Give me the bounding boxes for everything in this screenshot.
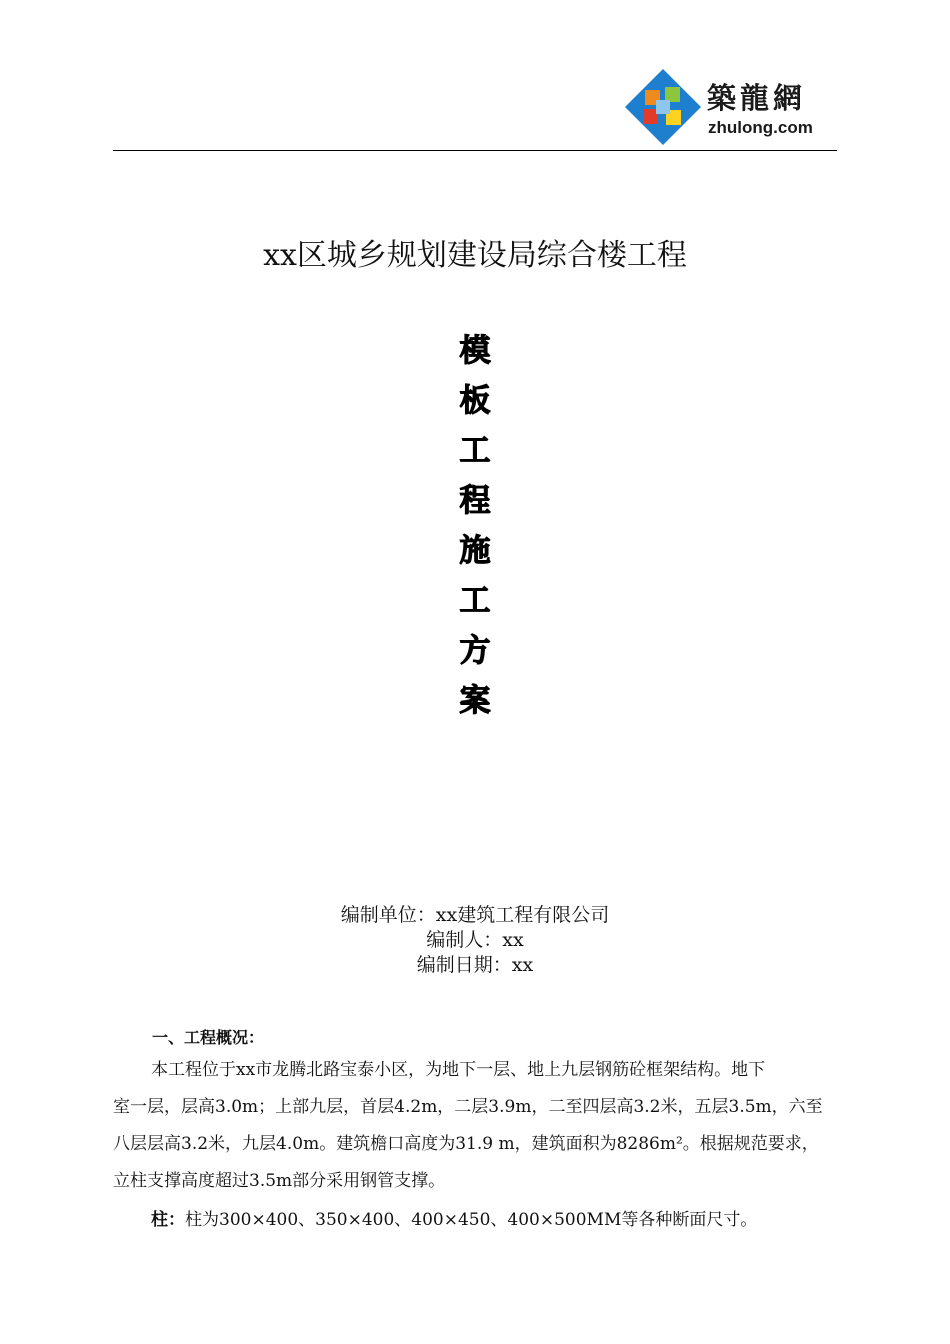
title-char: 板 (459, 383, 491, 419)
author: 编制人：xx (426, 929, 524, 951)
paragraph-line: 八层层高3.2米，九层4.0m。建筑檐口高度为31.9 m，建筑面积为8286m²。根据规范要求， (113, 1134, 819, 1154)
logo-domain: zhulong.com (708, 118, 813, 137)
project-overview-paragraph (113, 1053, 843, 1201)
paragraph-line: 本工程位于xx市龙腾北路宝泰小区，为地下一层、地上九层钢筋砼框架结构。地下 (151, 1060, 766, 1080)
title-char: 程 (459, 483, 491, 519)
preparation-date: 编制日期：xx (416, 954, 534, 976)
logo-square-green (665, 87, 680, 102)
project-title: xx区城乡规划建设局综合楼工程 (263, 238, 687, 273)
prepared-by: 编制单位：xx建筑工程有限公司 (340, 904, 610, 926)
title-char: 模 (459, 333, 491, 369)
column-label: 柱： (151, 1210, 185, 1230)
title-char: 工 (459, 433, 491, 469)
paragraph-line: 立柱支撑高度超过3.5m部分采用钢管支撑。 (113, 1171, 446, 1191)
column-spec-line (151, 1206, 757, 1234)
section-heading: 一、工程概况： (152, 1028, 265, 1047)
header-rule (113, 150, 837, 151)
document-title-vertical (435, 332, 515, 732)
title-char: 方 (459, 633, 491, 669)
paragraph-line: 室一层，层高3.0m；上部九层，首层4.2m，二层3.9m，二至四层高3.2米，五层3.5m，六至 (113, 1097, 823, 1117)
logo-chinese-name: 築龍網 (707, 81, 807, 115)
logo-square-red (643, 109, 658, 124)
zhulong-logo-icon (624, 68, 702, 146)
title-char: 施 (459, 533, 491, 569)
column-text: 柱为300×400、350×400、400×450、400×500MM等各种断面尺寸。 (185, 1210, 758, 1230)
zhulong-logo (624, 68, 839, 148)
logo-square-center (656, 100, 670, 114)
title-char: 工 (459, 583, 491, 619)
title-char: 案 (459, 683, 491, 719)
